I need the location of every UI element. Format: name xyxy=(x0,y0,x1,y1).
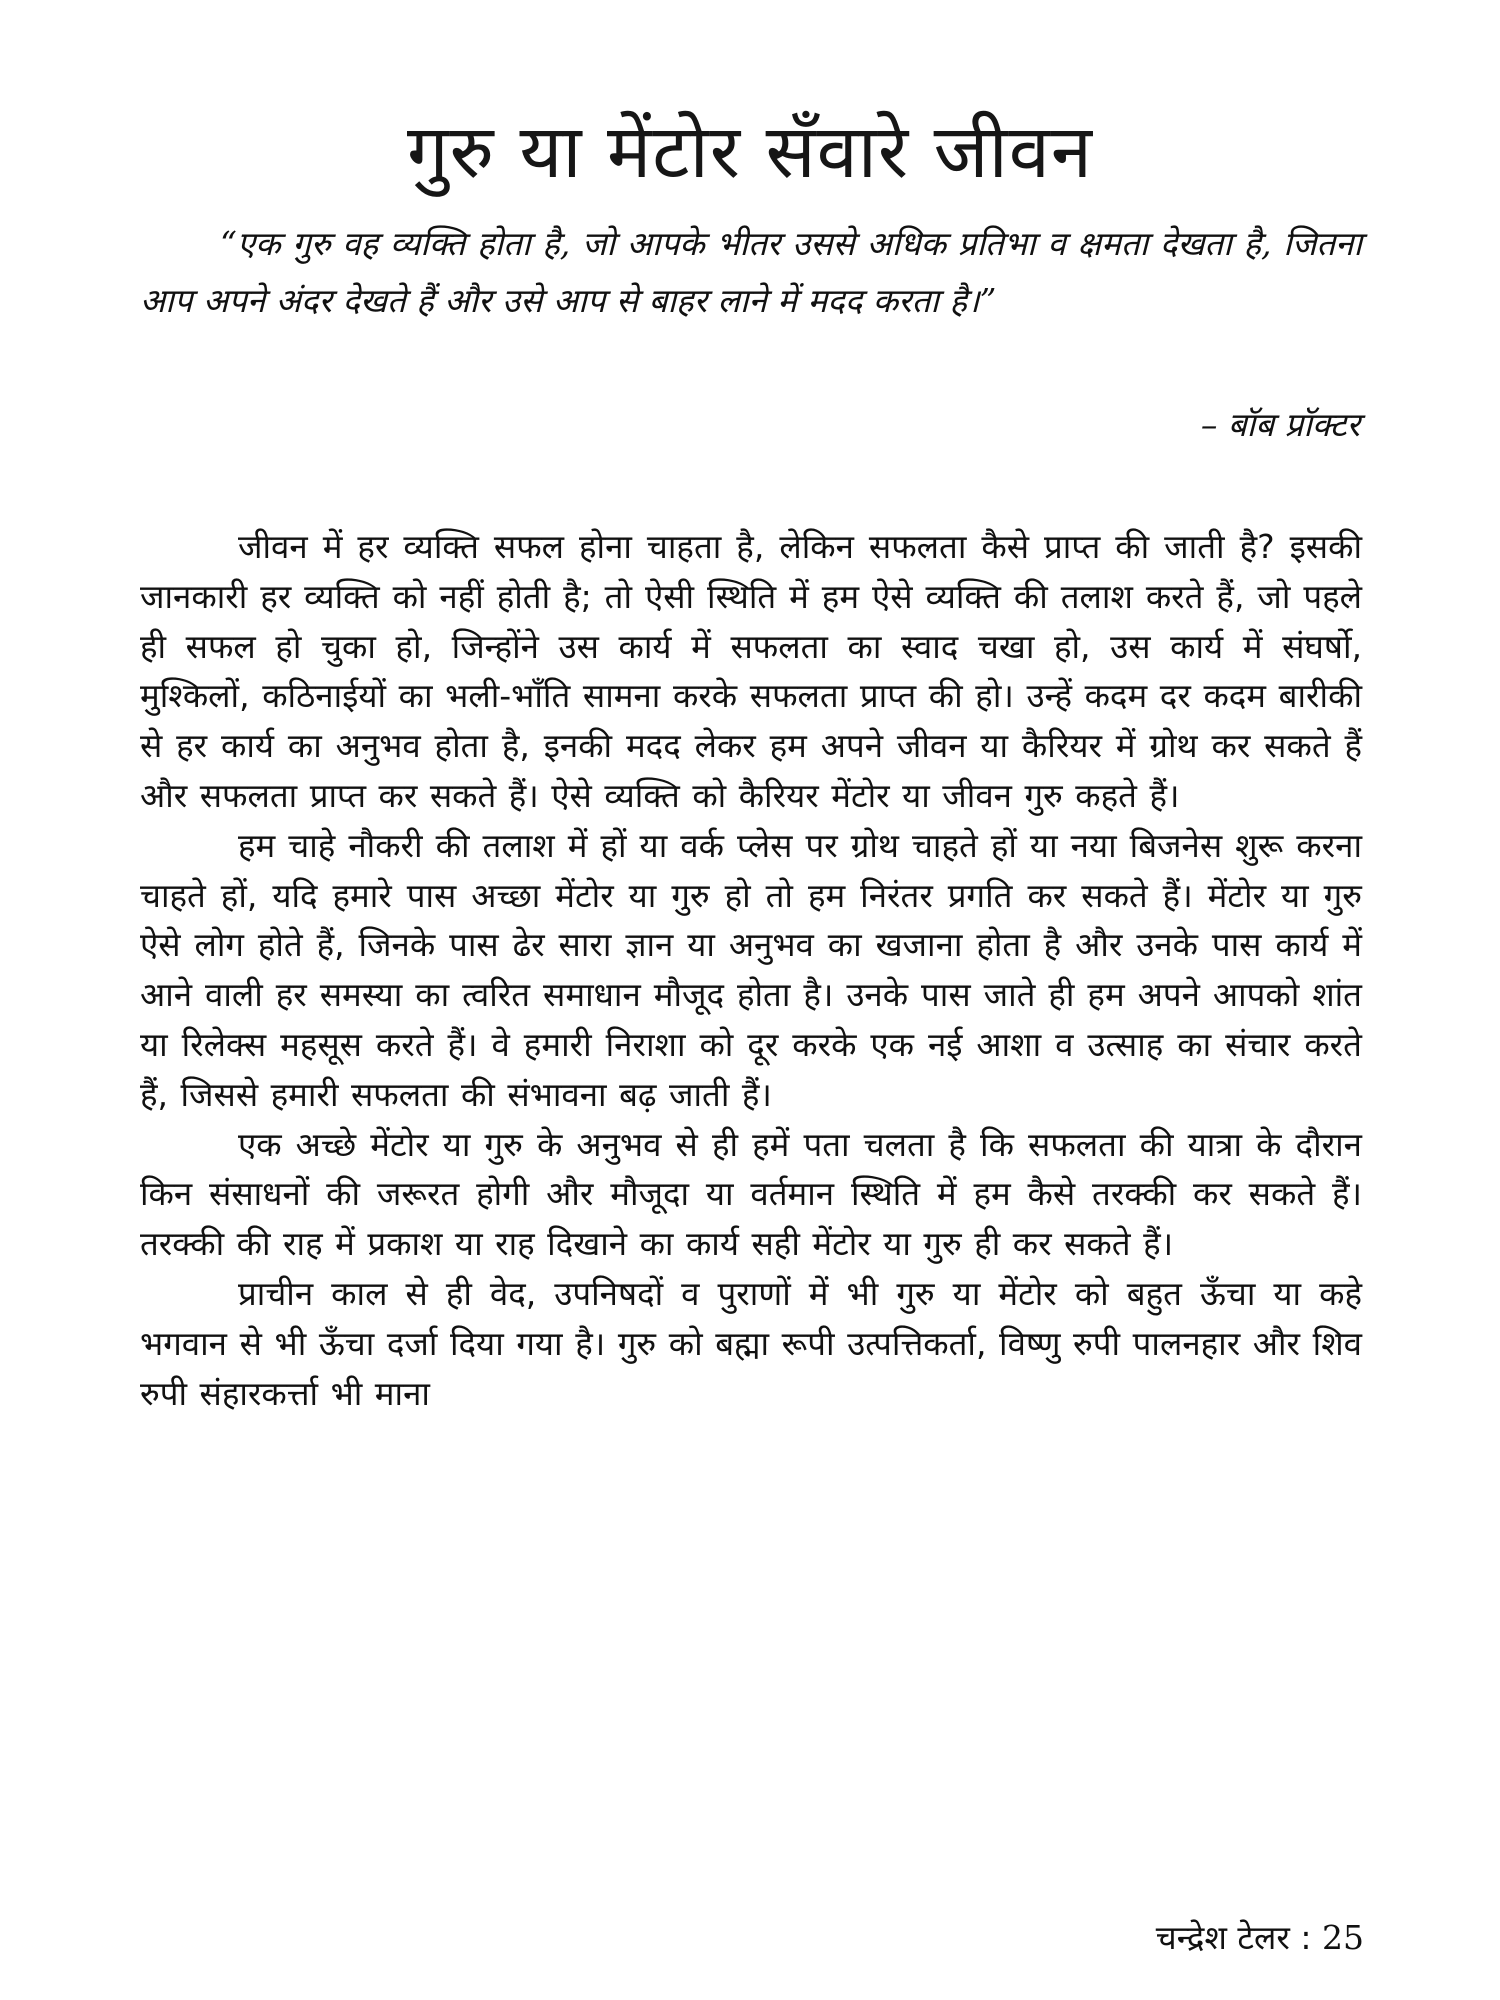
epigraph-quote: “एक गुरु वह व्यक्ति होता है, जो आपके भीतर उससे अधिक प्रतिभा व क्षमता देखता है, जितना आप अपने अंदर देखते हैं और उसे आप से बाहर लाने में मदद करता है।” xyxy=(140,224,1362,320)
page-footer xyxy=(1156,1916,1364,1960)
paragraph: प्राचीन काल से ही वेद, उपनिषदों व पुराणों में भी गुरु या मेंटोर को बहुत ऊँचा या कहे भगवान से भी ऊँचा दर्जा दिया गया है। गुरु को बह्मा रूपी उत्पत्तिकर्ता, विष्णु रुपी पालनहार और शिव रुपी संहारकर्त्ता भी माना xyxy=(140,1273,1362,1413)
epigraph-author: – बॉब प्रॉक्टर xyxy=(1200,405,1360,444)
chapter-title: गुरु या मेंटोर सँवारे जीवन xyxy=(407,108,1093,195)
paragraph: जीवन में हर व्यक्ति सफल होना चाहता है, लेकिन सफलता कैसे प्राप्त की जाती है? इसकी जानकारी हर व्यक्ति को नहीं होती है; तो ऐसी स्थिति में हम ऐसे व्यक्ति की तलाश करते हैं, जो पहले ही सफल हो चुका हो, जिन्होंने उस कार्य में सफलता का स्वाद चखा हो, उस कार्य में संघर्षो, मुश्किलों, कठिनाईयों का भली-भाँति सामना करके सफलता प्राप्त की हो। उन्हें कदम दर कदम बारीकी से हर कार्य का अनुभव होता है, इनकी मदद लेकर हम अपने जीवन या कैरियर में ग्रोथ कर सकते हैं और सफलता प्राप्त कर सकते हैं। ऐसे व्यक्ति को कैरियर मेंटोर या जीवन गुरु कहते हैं। xyxy=(140,527,1362,815)
paragraph: एक अच्छे मेंटोर या गुरु के अनुभव से ही हमें पता चलता है कि सफलता की यात्रा के दौरान किन संसाधनों की जरूरत होगी और मौजूदा या वर्तमान स्थिति में हम कैसे तरक्की कर सकते हैं। तरक्की की राह में प्रकाश या राह दिखाने का कार्य सही मेंटोर या गुरु ही कर सकते हैं। xyxy=(140,1124,1362,1264)
page-number: 25 xyxy=(1322,1918,1364,1957)
footer-author-name: चन्द्रेश टेलर xyxy=(1155,1918,1290,1957)
footer-separator: : xyxy=(1300,1918,1312,1957)
body-text xyxy=(140,522,1362,1418)
paragraph: हम चाहे नौकरी की तलाश में हों या वर्क प्लेस पर ग्रोथ चाहते हों या नया बिजनेस शुरू करना चाहते हों, यदि हमारे पास अच्छा मेंटोर या गुरु हो तो हम निरंतर प्रगति कर सकते हैं। मेंटोर या गुरु ऐसे लोग होते हैं, जिनके पास ढेर सारा ज्ञान या अनुभव का खजाना होता है और उनके पास कार्य में आने वाली हर समस्या का त्वरित समाधान मौजूद होता है। उनके पास जाते ही हम अपने आपको शांत या रिलेक्स महसूस करते हैं। वे हमारी निराशा को दूर करके एक नई आशा व उत्साह का संचार करते हैं, जिससे हमारी सफलता की संभावना बढ़ जाती हैं। xyxy=(140,825,1362,1114)
